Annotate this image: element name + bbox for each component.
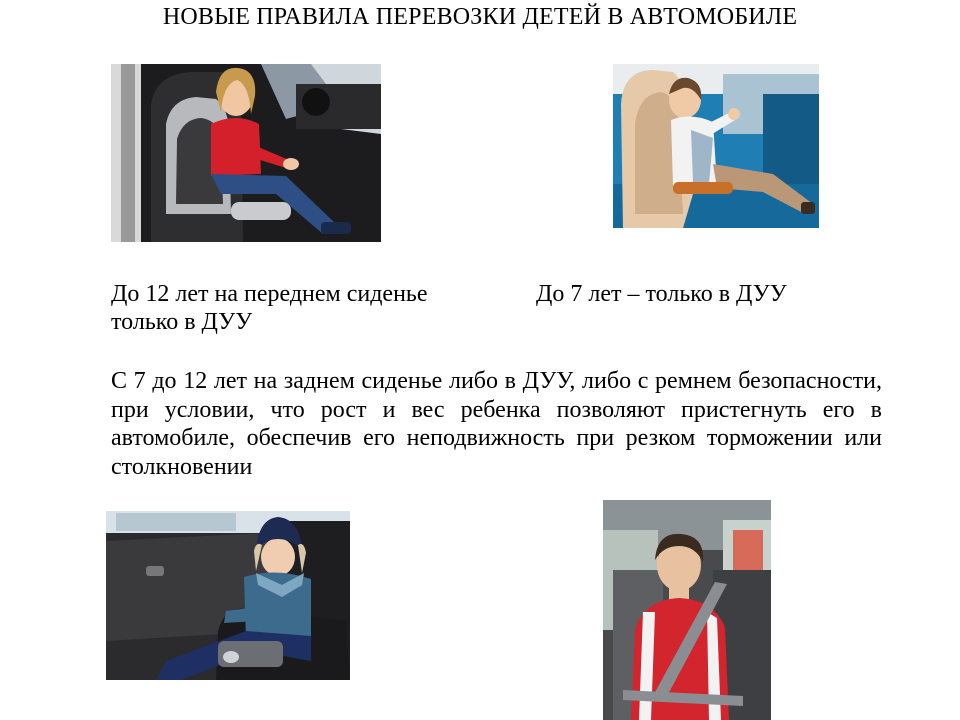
boy-with-seatbelt-photo [603,500,771,720]
child-in-booster-front-seat-photo [111,64,381,242]
child-in-booster-cushion-photo [106,511,350,680]
toddler-in-child-seat-photo [613,64,819,228]
slide-title: НОВЫЕ ПРАВИЛА ПЕРЕВОЗКИ ДЕТЕЙ В АВТОМОБИЛЕ [162,4,798,30]
caption-front-seat: До 12 лет на переднем сиденье только в ДУУ [111,281,428,335]
rule-paragraph: С 7 до 12 лет на заднем сиденье либо в ДУУ, либо с ремнем безопасности, при условии, что рост и вес ребенка позволяют пристегнуть его в автомобиле, обеспечив его неподвижность при резком торможении или столкновении [111,368,882,480]
caption-under-7: До 7 лет – только в ДУУ [536,281,787,307]
